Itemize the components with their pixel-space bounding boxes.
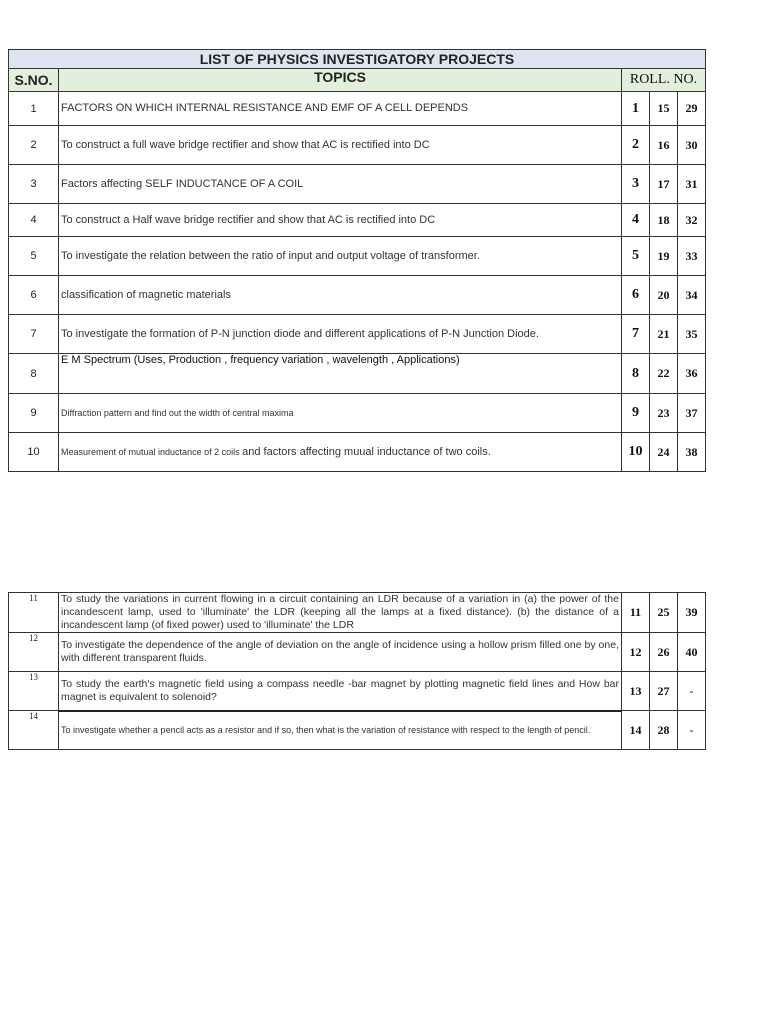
roll-number: 35 xyxy=(678,315,706,354)
roll-number: 37 xyxy=(678,394,706,433)
roll-number: 10 xyxy=(622,433,650,472)
roll-number: 39 xyxy=(678,593,706,633)
row-topic: To investigate the dependence of the angle of deviation on the angle of incidence using a hollow prism filled one by one, with different transparent fluids. xyxy=(59,633,622,672)
header-roll-no: ROLL. NO. xyxy=(622,69,706,92)
row-sno: 11 xyxy=(9,593,59,633)
table-row xyxy=(9,711,706,750)
roll-number: 33 xyxy=(678,237,706,276)
table-row xyxy=(9,394,706,433)
row-topic: FACTORS ON WHICH INTERNAL RESISTANCE AND EMF OF A CELL DEPENDS xyxy=(59,92,622,126)
table-row xyxy=(9,92,706,126)
roll-number: 40 xyxy=(678,633,706,672)
roll-number: 6 xyxy=(622,276,650,315)
roll-number: 13 xyxy=(622,672,650,711)
roll-number: 14 xyxy=(622,711,650,750)
table-row xyxy=(9,633,706,672)
roll-number: 20 xyxy=(650,276,678,315)
row-topic xyxy=(59,433,622,472)
table-row xyxy=(9,165,706,204)
roll-number: 4 xyxy=(622,204,650,237)
row-sno: 6 xyxy=(9,276,59,315)
roll-number: 2 xyxy=(622,126,650,165)
row-topic: To construct a full wave bridge rectifier and show that AC is rectified into DC xyxy=(59,126,622,165)
row-sno: 2 xyxy=(9,126,59,165)
roll-number: 21 xyxy=(650,315,678,354)
row-topic: To study the variations in current flowing in a circuit containing an LDR because of a variation in (a) the power of the incandescent lamp, used to 'illuminate' the LDR (keeping all the lamps at a fixed distance). (b) the distance of a incandescent lamp (of fixed power) used to 'illuminate' the LDR xyxy=(59,593,622,633)
roll-number: 17 xyxy=(650,165,678,204)
row-sno: 8 xyxy=(9,354,59,394)
roll-number: 8 xyxy=(622,354,650,394)
row-sno: 7 xyxy=(9,315,59,354)
table-row xyxy=(9,593,706,633)
row-topic: E M Spectrum (Uses, Production , frequency variation , wavelength , Applications) xyxy=(59,354,622,394)
roll-number: - xyxy=(678,672,706,711)
projects-table-continued xyxy=(8,592,706,750)
roll-number: 3 xyxy=(622,165,650,204)
row-topic: To study the earth's magnetic field using a compass needle -bar magnet by plotting magnetic field lines and How bar magnet is equivalent to solenoid? xyxy=(59,672,622,711)
roll-number: 26 xyxy=(650,633,678,672)
row-topic-part: and factors affecting muual inductance of two coils. xyxy=(242,445,491,458)
roll-number: 29 xyxy=(678,92,706,126)
roll-number: 5 xyxy=(622,237,650,276)
header-topics: TOPICS xyxy=(59,69,622,92)
row-topic: classification of magnetic materials xyxy=(59,276,622,315)
table-row xyxy=(9,433,706,472)
roll-number: 32 xyxy=(678,204,706,237)
roll-number: 38 xyxy=(678,433,706,472)
roll-number: 25 xyxy=(650,593,678,633)
roll-number: 16 xyxy=(650,126,678,165)
row-sno: 14 xyxy=(9,711,59,750)
table-row xyxy=(9,204,706,237)
row-topic-part: Measurement of mutual inductance of 2 coils xyxy=(61,446,243,457)
row-sno: 5 xyxy=(9,237,59,276)
table-row xyxy=(9,237,706,276)
row-topic: Diffraction pattern and find out the width of central maxima xyxy=(59,394,622,433)
roll-number: 23 xyxy=(650,394,678,433)
roll-number: 31 xyxy=(678,165,706,204)
table-row xyxy=(9,315,706,354)
row-topic: To investigate the relation between the ratio of input and output voltage of transformer. xyxy=(59,237,622,276)
table-title: LIST OF PHYSICS INVESTIGATORY PROJECTS xyxy=(9,50,706,69)
row-sno: 1 xyxy=(9,92,59,126)
roll-number: 11 xyxy=(622,593,650,633)
roll-number: 18 xyxy=(650,204,678,237)
row-sno: 4 xyxy=(9,204,59,237)
row-sno: 10 xyxy=(9,433,59,472)
roll-number: 24 xyxy=(650,433,678,472)
row-sno: 13 xyxy=(9,672,59,711)
roll-number: 30 xyxy=(678,126,706,165)
table-row xyxy=(9,354,706,394)
roll-number: 34 xyxy=(678,276,706,315)
row-topic: To investigate the formation of P-N junction diode and different applications of P-N Junction Diode. xyxy=(59,315,622,354)
row-sno: 3 xyxy=(9,165,59,204)
roll-number: 7 xyxy=(622,315,650,354)
table-row xyxy=(9,276,706,315)
row-topic: Factors affecting SELF INDUCTANCE OF A COIL xyxy=(59,165,622,204)
header-sno: S.NO. xyxy=(9,69,59,92)
projects-table xyxy=(8,49,706,472)
table-row xyxy=(9,126,706,165)
row-sno: 9 xyxy=(9,394,59,433)
roll-number: - xyxy=(678,711,706,750)
row-topic: To investigate whether a pencil acts as a resistor and if so, then what is the variation of resistance with respect to the length of pencil. xyxy=(59,711,622,750)
row-sno: 12 xyxy=(9,633,59,672)
roll-number: 36 xyxy=(678,354,706,394)
roll-number: 28 xyxy=(650,711,678,750)
roll-number: 19 xyxy=(650,237,678,276)
roll-number: 15 xyxy=(650,92,678,126)
table-row xyxy=(9,672,706,711)
roll-number: 9 xyxy=(622,394,650,433)
roll-number: 22 xyxy=(650,354,678,394)
roll-number: 1 xyxy=(622,92,650,126)
roll-number: 27 xyxy=(650,672,678,711)
row-topic: To construct a Half wave bridge rectifier and show that AC is rectified into DC xyxy=(59,204,622,237)
roll-number: 12 xyxy=(622,633,650,672)
